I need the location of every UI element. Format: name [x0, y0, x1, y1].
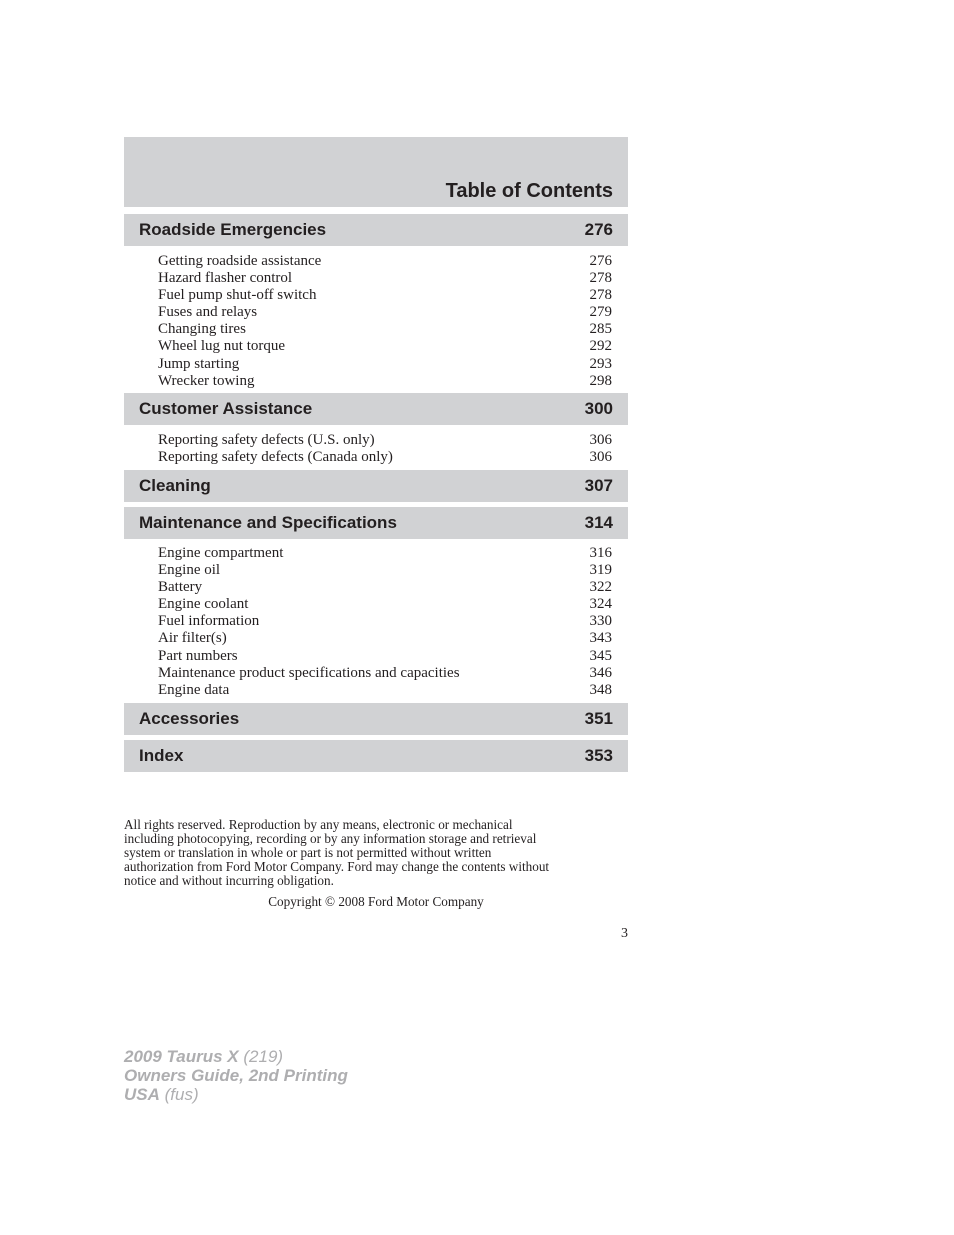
section-title: Maintenance and Specifications	[139, 513, 397, 532]
entry-page: 279	[589, 304, 612, 321]
toc-entry[interactable]	[158, 356, 612, 373]
toc-entry[interactable]	[158, 338, 612, 355]
entry-page: 276	[589, 253, 612, 269]
toc-entry[interactable]	[158, 432, 612, 449]
footer-line-3	[124, 1085, 348, 1104]
entry-page: 348	[589, 681, 612, 698]
entry-label: Engine oil	[158, 562, 221, 579]
entry-label: Engine coolant	[158, 596, 249, 613]
entry-page: 298	[589, 372, 612, 389]
entry-page: 278	[589, 287, 612, 304]
entry-label: Getting roadside assistance	[158, 253, 322, 269]
entry-label: Fuel pump shut-off switch	[158, 287, 317, 304]
rights-notice	[124, 818, 628, 888]
page-number: 3	[621, 926, 628, 941]
entry-label: Air filter(s)	[158, 630, 227, 647]
toc-entry[interactable]	[158, 562, 612, 579]
toc-entry[interactable]	[158, 579, 612, 596]
entries-roadside-emergencies	[158, 253, 612, 390]
entry-label: Engine data	[158, 681, 230, 698]
section-maintenance-specifications[interactable]	[124, 507, 628, 539]
page-title: Table of Contents	[445, 180, 613, 202]
entry-label: Fuses and relays	[158, 304, 258, 321]
toc-header-band	[124, 137, 628, 207]
entry-label: Reporting safety defects (Canada only)	[158, 449, 393, 466]
entry-label: Jump starting	[158, 355, 240, 372]
section-page: 307	[584, 476, 613, 495]
toc-entry[interactable]	[158, 304, 612, 321]
toc-entry[interactable]	[158, 596, 612, 613]
entry-page: 345	[589, 647, 612, 664]
toc-entry[interactable]	[158, 545, 612, 562]
notice-line: system or translation in whole or part is not permitted without written	[124, 845, 492, 860]
entry-page: 278	[589, 270, 612, 287]
copyright-line: Copyright © 2008 Ford Motor Company	[268, 894, 484, 909]
entry-label: Fuel information	[158, 613, 260, 630]
footer-line-1	[124, 1047, 348, 1066]
footer-model-code: (219)	[238, 1047, 284, 1066]
entry-page: 316	[589, 545, 612, 561]
toc-entry[interactable]	[158, 613, 612, 630]
section-title: Index	[139, 746, 184, 765]
notice-line: All rights reserved. Reproduction by any means, electronic or mechanical	[124, 817, 513, 832]
footer-guide: Owners Guide, 2nd Printing	[124, 1066, 348, 1085]
section-title: Cleaning	[139, 476, 211, 495]
entry-page: 343	[589, 630, 612, 647]
entry-page: 306	[589, 449, 612, 466]
section-page: 314	[584, 513, 613, 532]
notice-line: authorization from Ford Motor Company. Ford may change the contents without	[124, 859, 550, 874]
toc-entry[interactable]	[158, 630, 612, 647]
entry-label: Wrecker towing	[158, 372, 255, 389]
section-index[interactable]	[124, 740, 628, 772]
entry-page: 319	[589, 562, 612, 579]
section-page: 351	[584, 709, 613, 728]
footer-line-2	[124, 1066, 348, 1085]
toc-entry[interactable]	[158, 321, 612, 338]
footer-market: USA	[124, 1085, 160, 1104]
notice-line: notice and without incurring obligation.	[124, 873, 334, 888]
entry-page: 292	[589, 338, 612, 355]
toc-entry[interactable]	[158, 648, 612, 665]
entries-customer-assistance	[158, 432, 612, 466]
entry-page: 322	[589, 579, 612, 596]
section-page: 353	[584, 746, 613, 765]
notice-line: including photocopying, recording or by any information storage and retrieval	[124, 831, 537, 846]
entry-label: Maintenance product specifications and capacities	[158, 664, 460, 681]
entry-label: Engine compartment	[158, 545, 284, 561]
section-accessories[interactable]	[124, 703, 628, 735]
entry-page: 346	[589, 664, 612, 681]
section-title: Roadside Emergencies	[139, 220, 327, 239]
section-title: Accessories	[139, 709, 240, 728]
entry-label: Hazard flasher control	[158, 270, 293, 287]
toc-entry[interactable]	[158, 270, 612, 287]
section-roadside-emergencies[interactable]	[124, 214, 628, 246]
toc-entry[interactable]	[158, 449, 612, 466]
section-cleaning[interactable]	[124, 470, 628, 502]
entry-page: 324	[589, 596, 612, 613]
entry-label: Part numbers	[158, 647, 238, 664]
entry-page: 293	[589, 355, 612, 372]
toc-entry[interactable]	[158, 287, 612, 304]
section-page: 276	[584, 220, 613, 239]
toc-entry[interactable]	[158, 373, 612, 390]
print-footer	[124, 1047, 348, 1104]
entry-page: 285	[589, 321, 612, 338]
entry-label: Reporting safety defects (U.S. only)	[158, 432, 375, 448]
footer-model: 2009 Taurus X	[124, 1047, 239, 1066]
toc-entry[interactable]	[158, 665, 612, 682]
entry-label: Changing tires	[158, 321, 246, 338]
entries-maintenance-specifications	[158, 545, 612, 699]
footer-market-code: (fus)	[159, 1085, 199, 1104]
toc-entry[interactable]	[158, 253, 612, 270]
section-title: Customer Assistance	[139, 399, 313, 418]
entry-page: 330	[589, 613, 612, 630]
entry-label: Battery	[158, 579, 203, 596]
section-page: 300	[584, 399, 613, 418]
toc-entry[interactable]	[158, 682, 612, 699]
entry-page: 306	[589, 432, 612, 448]
section-customer-assistance[interactable]	[124, 393, 628, 425]
entry-label: Wheel lug nut torque	[158, 338, 286, 355]
